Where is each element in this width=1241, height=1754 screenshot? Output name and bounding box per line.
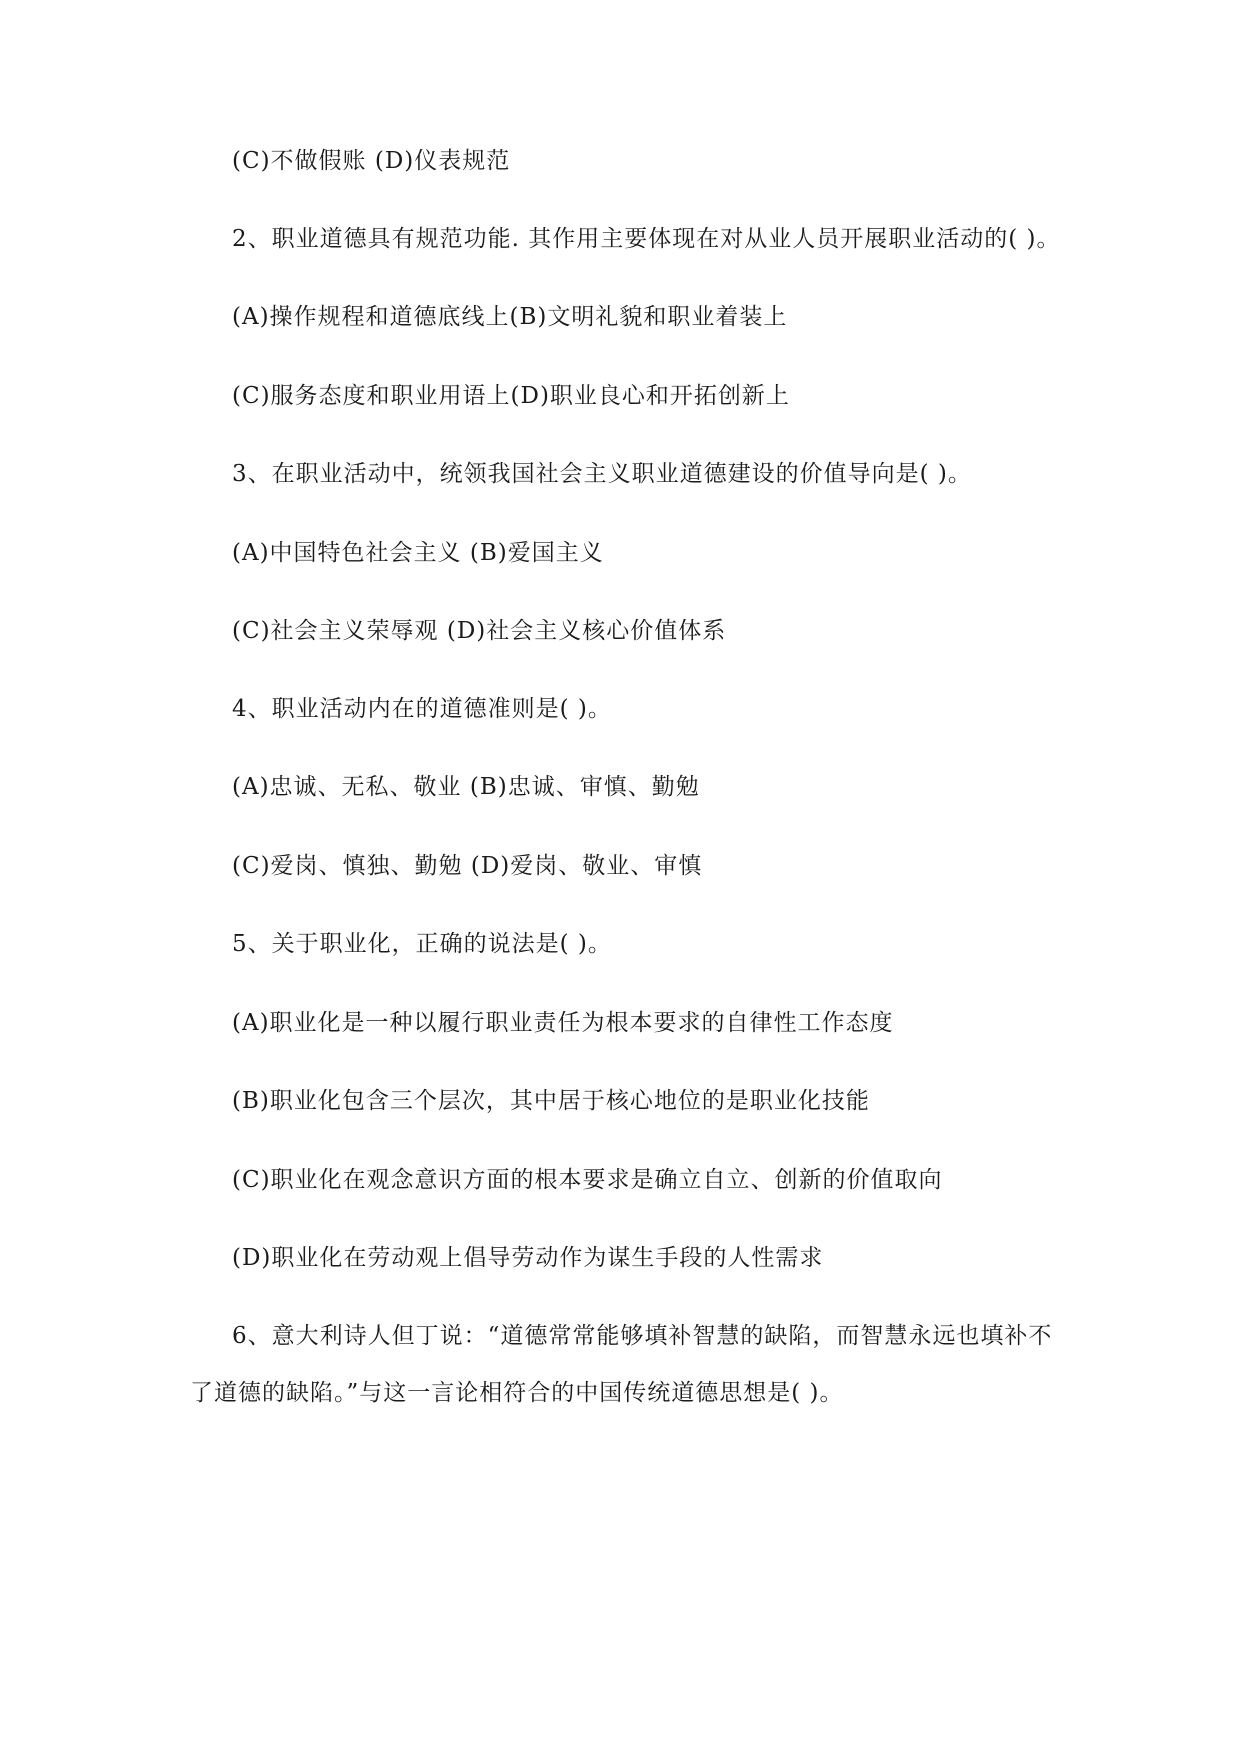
option-line-q2-ab: (A)操作规程和道德底线上(B)文明礼貌和职业着装上 — [232, 304, 788, 330]
option-line-q3-ab: (A)中国特色社会主义 (B)爱国主义 — [232, 540, 604, 566]
question-6: 6、意大利诗人但丁说：“道德常常能够填补智慧的缺陷，而智慧永远也填补不 — [232, 1323, 1053, 1349]
option-q5-a: (A)职业化是一种以履行职业责任为根本要求的自律性工作态度 — [232, 1010, 894, 1036]
option-line-q1-cd: (C)不做假账 (D)仪表规范 — [232, 148, 511, 174]
option-line-q3-cd: (C)社会主义荣辱观 (D)社会主义核心价值体系 — [232, 618, 727, 644]
option-line-q4-cd: (C)爱岗、慎独、勤勉 (D)爱岗、敬业、审慎 — [232, 853, 703, 879]
question-5: 5、关于职业化，正确的说法是( )。 — [232, 931, 612, 957]
question-6-continued: 了道德的缺陷。”与这一言论相符合的中国传统道德思想是( )。 — [190, 1380, 844, 1406]
question-4: 4、职业活动内在的道德准则是( )。 — [232, 696, 612, 722]
option-q5-c: (C)职业化在观念意识方面的根本要求是确立自立、创新的价值取向 — [232, 1167, 943, 1193]
option-line-q2-cd: (C)服务态度和职业用语上(D)职业良心和开拓创新上 — [232, 383, 790, 409]
option-q5-d: (D)职业化在劳动观上倡导劳动作为谋生手段的人性需求 — [232, 1245, 824, 1271]
option-q5-b: (B)职业化包含三个层次，其中居于核心地位的是职业化技能 — [232, 1088, 870, 1114]
question-3: 3、在职业活动中，统领我国社会主义职业道德建设的价值导向是( )。 — [232, 461, 972, 487]
option-line-q4-ab: (A)忠诚、无私、敬业 (B)忠诚、审慎、勤勉 — [232, 774, 700, 800]
question-2: 2、职业道德具有规范功能. 其作用主要体现在对从业人员开展职业活动的( )。 — [232, 226, 1061, 252]
